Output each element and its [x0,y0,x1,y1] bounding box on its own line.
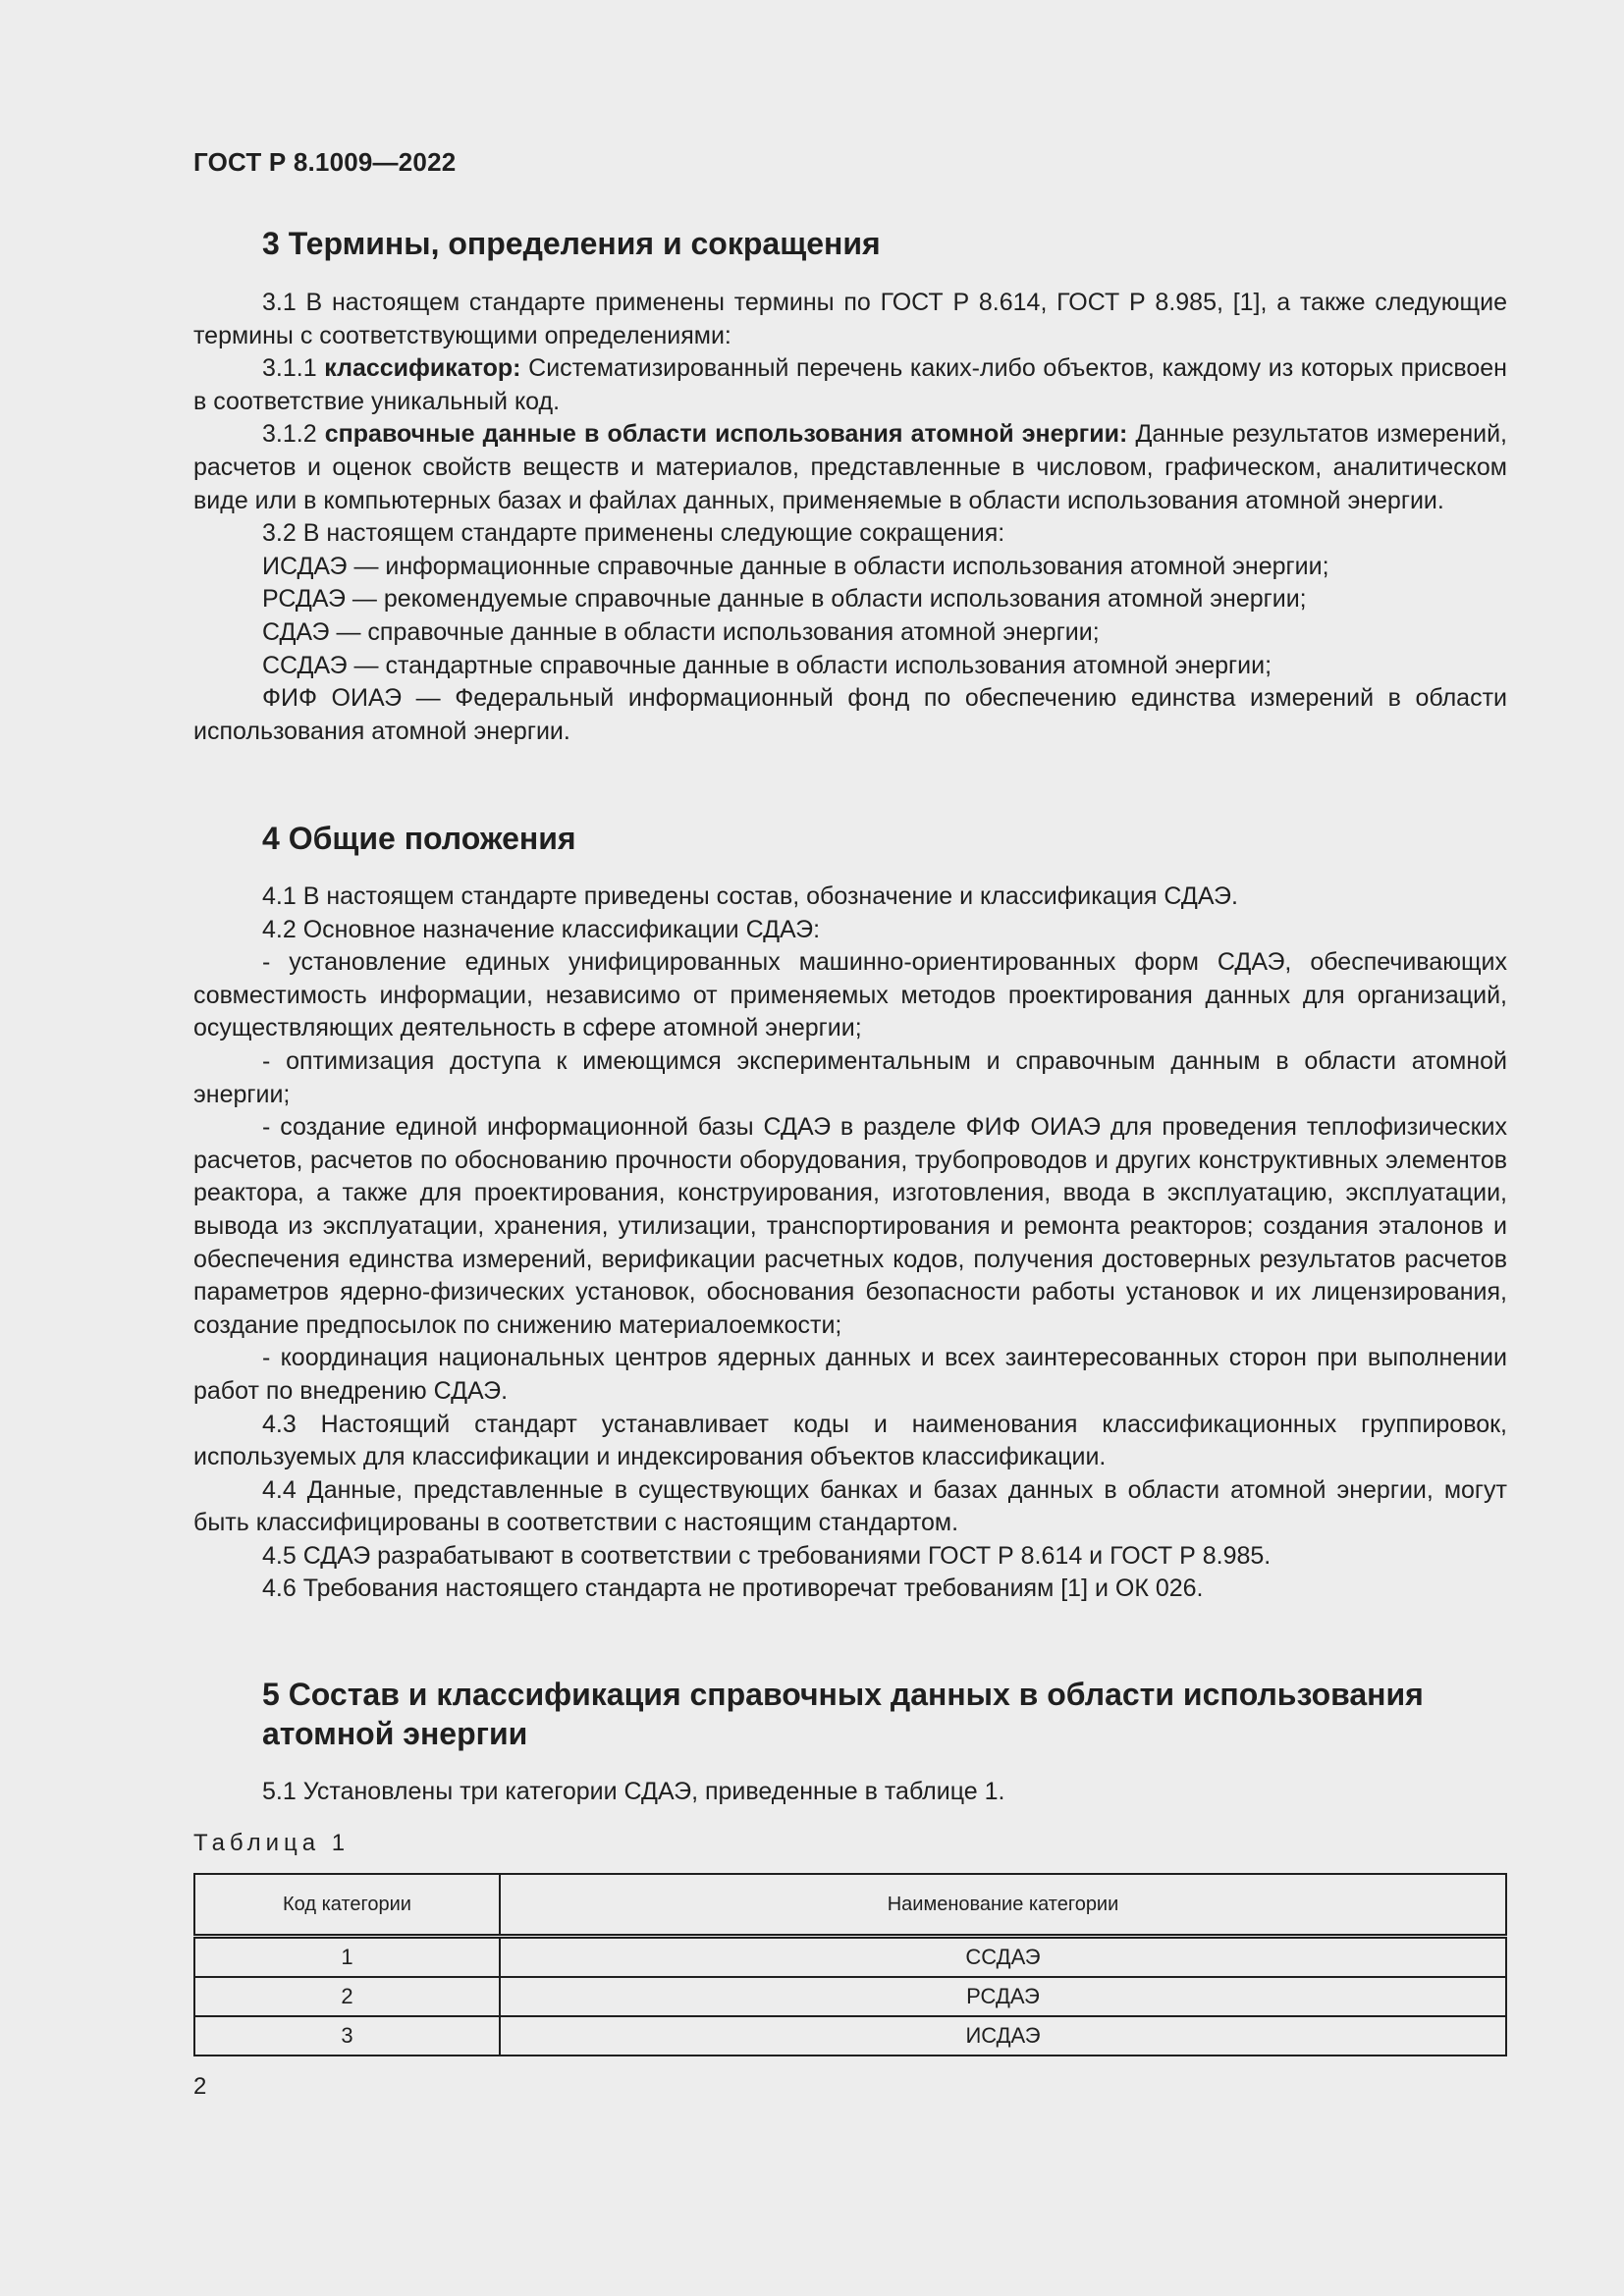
table-cell-name: РСДАЭ [500,1977,1506,2016]
definition-reference-data: Данные результатов измерений, расчетов и оценок свойств веществ и материалов, представленные в числовом, графическом, аналитическом виде или в компьютерных базах и файлах данных, применяемые в области использования атомной энергии. [193,420,1508,514]
table-row [194,1937,1506,1978]
paragraph-4-2: 4.2 Основное назначение классификации СДАЭ: [262,915,821,943]
paragraph-5-1: 5.1 Установлены три категории СДАЭ, приведенные в таблице 1. [262,1778,1005,1805]
section-5 [193,1675,1507,1753]
clause-number: 3.1.1 [262,354,325,383]
table-header-code: Код категории [194,1874,500,1937]
page-number: 2 [193,2073,207,2100]
table-cell-name: ИСДАЭ [500,2016,1506,2056]
section-3-title: 3 Термины, определения и сокращения [262,226,881,261]
paragraph-4-6: 4.6 Требования настоящего стандарта не противоречат требованиям [1] и ОК 026. [262,1575,1204,1603]
paragraph-3-1: 3.1 В настоящем стандарте применены термины по ГОСТ Р 8.614, ГОСТ Р 8.985, [1], а также следующие термины с соответствующими определениями: [193,289,1507,349]
paragraph-3-2: 3.2 В настоящем стандарте применены следующие сокращения: [262,519,1005,548]
term-reference-data: справочные данные в области использования атомной энергии: [324,420,1128,449]
clause-number: 3.1.2 [262,420,325,449]
table-1 [193,1873,1507,2056]
definition-classifier: Систематизированный перечень каких-либо объектов, каждому из которых присвоен в соответствие уникальный код. [193,354,1507,415]
list-item: - создание единой информационной базы СДАЭ в разделе ФИФ ОИАЭ для проведения теплофизических расчетов, расчетов по обоснованию прочности оборудования, трубопроводов и других конструктивных элементов реактора, а также для проектирования, конструирования, изготовления, ввода в эксплуатацию, эксплуатации, вывода из эксплуатации, хранения, утилизации, транспортирования и ремонта реакторов; создания эталонов и обеспечения единства измерений, верификации расчетных кодов, получения достоверных результатов расчетов параметров ядерно-физических установок, обоснования безопасности работы установок и их лицензирования, создание предпосылок по снижению материалоемкости; [193,1113,1507,1339]
abbreviation-rsdae: РСДАЭ — рекомендуемые справочные данные в области использования атомной энергии; [262,585,1307,614]
section-5-body [193,1776,1507,1809]
paragraph-4-3: 4.3 Настоящий стандарт устанавливает коды и наименования классификационных группировок, используемых для классификации и индексирования объектов классификации. [193,1410,1507,1471]
table-cell-code: 3 [194,2016,500,2056]
term-classifier: классификатор: [324,354,521,383]
section-5-title-line-1: 5 Состав и классификация справочных данных в области использования [262,1677,1424,1712]
paragraph-3-1-1 [193,352,1507,418]
paragraph-4-5: 4.5 СДАЭ разрабатывают в соответствии с требованиями ГОСТ Р 8.614 и ГОСТ Р 8.985. [262,1541,1272,1570]
paragraph-4-1: 4.1 В настоящем стандарте приведены состав, обозначение и классификация СДАЭ. [262,882,1238,910]
table-row [194,1977,1506,2016]
paragraph-4-4: 4.4 Данные, представленные в существующих банках и базах данных в области атомной энергии, могут быть классифицированы в соответствии с настоящим стандартом. [193,1475,1507,1537]
section-5-title-line-2: атомной энергии [262,1716,528,1751]
table-cell-code: 1 [194,1937,500,1978]
table-row [194,2016,1506,2056]
table-cell-name: ССДАЭ [500,1937,1506,1978]
section-5-title [193,1675,1507,1753]
section-4-body [193,881,1507,1606]
abbreviation-fif-oiae: ФИФ ОИАЭ — Федеральный информационный фонд по обеспечению единства измерений в области использования атомной энергии. [193,684,1507,745]
abbreviation-isdae: ИСДАЭ — информационные справочные данные в области использования атомной энергии; [262,552,1329,580]
list-item: - координация национальных центров ядерных данных и всех заинтересованных сторон при выполнении работ по внедрению СДАЭ. [193,1344,1507,1405]
section-3 [193,224,1507,263]
section-3-body [193,287,1507,748]
table-header-name: Наименование категории [500,1874,1506,1937]
abbreviation-ssdae: ССДАЭ — стандартные справочные данные в области использования атомной энергии; [262,651,1272,679]
section-4 [193,819,1507,858]
paragraph-3-1-2 [193,418,1507,517]
document-code: ГОСТ Р 8.1009—2022 [193,147,457,177]
table-1-wrapper [193,1873,1507,2056]
table-caption: Таблица 1 [193,1830,351,1856]
table-header-row [194,1874,1506,1937]
list-item: - установление единых унифицированных машинно-ориентированных форм СДАЭ, обеспечивающих совместимость информации, независимо от применяемых методов проектирования данных для организаций, осуществляющих деятельность в сфере атомной энергии; [193,948,1507,1042]
table-cell-code: 2 [194,1977,500,2016]
list-item: - оптимизация доступа к имеющимся экспериментальным и справочным данным в области атомной энергии; [193,1046,1507,1108]
abbreviation-sdae: СДАЭ — справочные данные в области использования атомной энергии; [262,617,1100,646]
section-4-title: 4 Общие положения [262,821,576,856]
